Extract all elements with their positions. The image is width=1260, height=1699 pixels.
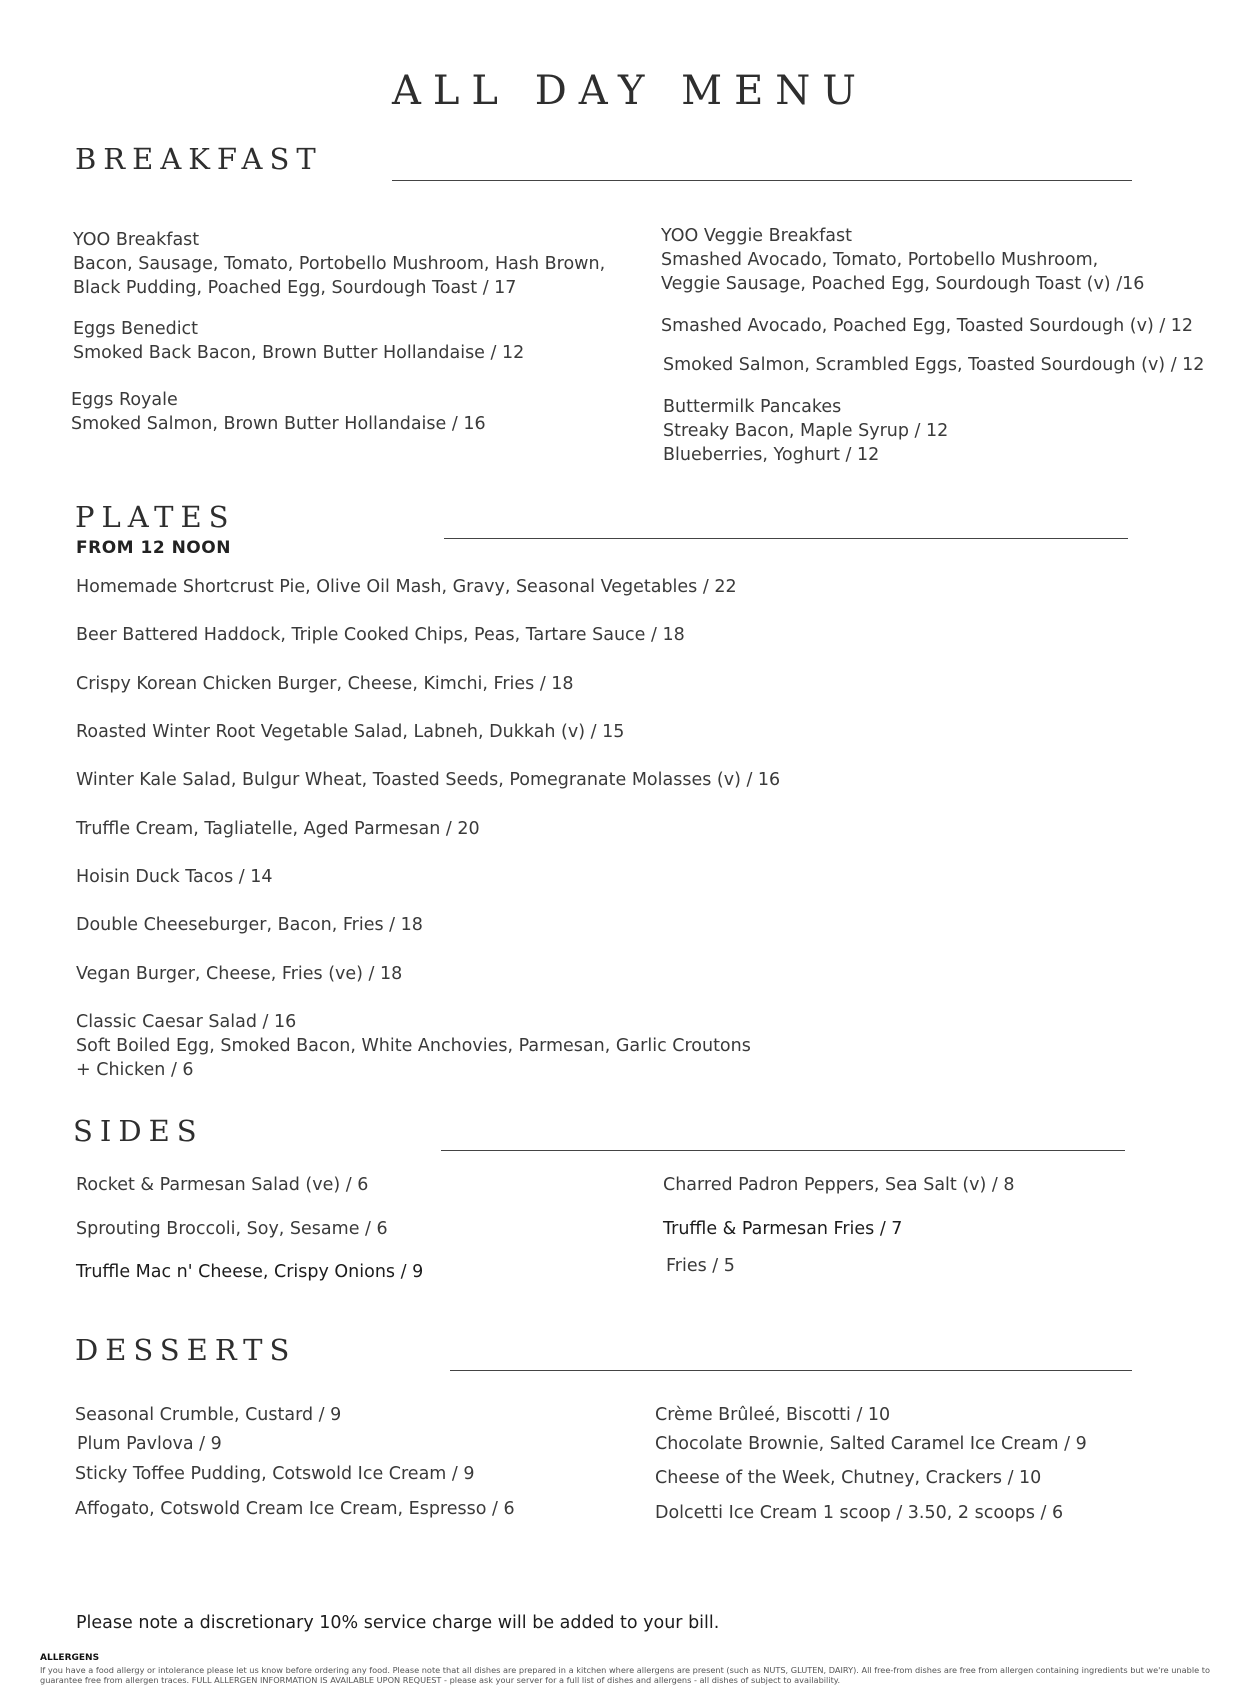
breakfast-item: [663, 395, 948, 467]
plate-item: Truffle Cream, Tagliatelle, Aged Parmesan / 20: [76, 819, 480, 839]
plate-item: Double Cheeseburger, Bacon, Fries / 18: [76, 915, 423, 935]
plate-item: Winter Kale Salad, Bulgur Wheat, Toasted Seeds, Pomegranate Molasses (v) / 16: [76, 770, 781, 790]
side-item: Truffle Mac n' Cheese, Crispy Onions / 9: [76, 1262, 424, 1282]
breakfast-item: [661, 224, 1144, 296]
dessert-item: Seasonal Crumble, Custard / 9: [75, 1405, 342, 1425]
item-detail: Smashed Avocado, Tomato, Portobello Mushroom,: [661, 250, 1099, 270]
breakfast-item: [661, 314, 1193, 338]
item-detail: Smoked Back Bacon, Brown Butter Hollandaise / 12: [73, 343, 525, 363]
service-charge-note: Please note a discretionary 10% service charge will be added to your bill.: [76, 1613, 720, 1633]
side-item: Rocket & Parmesan Salad (ve) / 6: [76, 1175, 369, 1195]
breakfast-item: [663, 353, 1204, 377]
item-name: Smoked Salmon, Scrambled Eggs, Toasted Sourdough (v) / 12: [663, 355, 1205, 375]
item-detail: Blueberries, Yoghurt / 12: [663, 445, 880, 465]
breakfast-divider: [392, 180, 1132, 181]
dessert-item: Sticky Toffee Pudding, Cotswold Ice Cream / 9: [75, 1464, 475, 1484]
side-item: Truffle & Parmesan Fries / 7: [663, 1219, 903, 1239]
item-name: Eggs Royale: [71, 390, 178, 410]
plate-item: Hoisin Duck Tacos / 14: [76, 867, 273, 887]
side-item: Sprouting Broccoli, Soy, Sesame / 6: [76, 1219, 388, 1239]
item-detail: Veggie Sausage, Poached Egg, Sourdough Toast (v) /16: [661, 274, 1145, 294]
desserts-heading: DESSERTS: [75, 1333, 297, 1367]
item-name: YOO Breakfast: [73, 230, 200, 250]
dessert-item: Plum Pavlova / 9: [77, 1434, 222, 1454]
desserts-divider: [450, 1370, 1132, 1371]
plates-heading: PLATES: [75, 500, 236, 534]
item-name: YOO Veggie Breakfast: [661, 226, 852, 246]
menu-title: ALL DAY MENU: [391, 68, 869, 114]
item-name: Smashed Avocado, Poached Egg, Toasted Sourdough (v) / 12: [661, 316, 1194, 336]
plate-item: Vegan Burger, Cheese, Fries (ve) / 18: [76, 964, 403, 984]
breakfast-item: [73, 317, 524, 365]
sides-heading: SIDES: [73, 1114, 204, 1148]
dessert-item: Crème Brûleé, Biscotti / 10: [655, 1405, 891, 1425]
item-name: Buttermilk Pancakes: [663, 397, 842, 417]
item-detail: Streaky Bacon, Maple Syrup / 12: [663, 421, 949, 441]
plate-item: Homemade Shortcrust Pie, Olive Oil Mash, Gravy, Seasonal Vegetables / 22: [76, 577, 737, 597]
item-detail: Bacon, Sausage, Tomato, Portobello Mushroom, Hash Brown,: [73, 254, 606, 274]
allergens-text: If you have a food allergy or intolerance please let us know before ordering any food. Please note that all dishes are prepared in a kitchen where allergens are present (such as NUTS, GLUTEN, DAIRY). All free-from dishes are free from allergen containing ingredients but we're unable to guarantee free from allergen traces. FULL ALLERGEN INFORMATION IS AVAILABLE UPON REQUEST - please ask your server for a full list of dishes and allergens - all dishes of subject to availability.: [40, 1665, 1210, 1685]
item-addon: + Chicken / 6: [76, 1060, 194, 1080]
plate-item-caesar: [76, 1010, 751, 1082]
side-item: Fries / 5: [666, 1256, 735, 1276]
breakfast-item: [71, 388, 486, 436]
item-detail: Black Pudding, Poached Egg, Sourdough Toast / 17: [73, 278, 517, 298]
item-detail: Smoked Salmon, Brown Butter Hollandaise / 16: [71, 414, 486, 434]
dessert-item: Affogato, Cotswold Cream Ice Cream, Espresso / 6: [75, 1499, 515, 1519]
item-name: Classic Caesar Salad / 16: [76, 1012, 297, 1032]
plates-divider: [444, 538, 1128, 539]
dessert-item: Chocolate Brownie, Salted Caramel Ice Cream / 9: [655, 1434, 1087, 1454]
item-detail: Soft Boiled Egg, Smoked Bacon, White Anchovies, Parmesan, Garlic Croutons: [76, 1036, 751, 1056]
plate-item: Beer Battered Haddock, Triple Cooked Chips, Peas, Tartare Sauce / 18: [76, 625, 685, 645]
side-item: Charred Padron Peppers, Sea Salt (v) / 8: [663, 1175, 1015, 1195]
dessert-item: Dolcetti Ice Cream 1 scoop / 3.50, 2 scoops / 6: [655, 1503, 1064, 1523]
sides-divider: [441, 1150, 1125, 1151]
dessert-item: Cheese of the Week, Chutney, Crackers / 10: [655, 1468, 1042, 1488]
breakfast-heading: BREAKFAST: [75, 142, 323, 176]
plate-item: Roasted Winter Root Vegetable Salad, Labneh, Dukkah (v) / 15: [76, 722, 625, 742]
breakfast-item: [73, 228, 605, 300]
allergens-heading: ALLERGENS: [40, 1653, 100, 1663]
plates-subheading: FROM 12 NOON: [76, 538, 231, 558]
plate-item: Crispy Korean Chicken Burger, Cheese, Kimchi, Fries / 18: [76, 674, 574, 694]
item-name: Eggs Benedict: [73, 319, 199, 339]
